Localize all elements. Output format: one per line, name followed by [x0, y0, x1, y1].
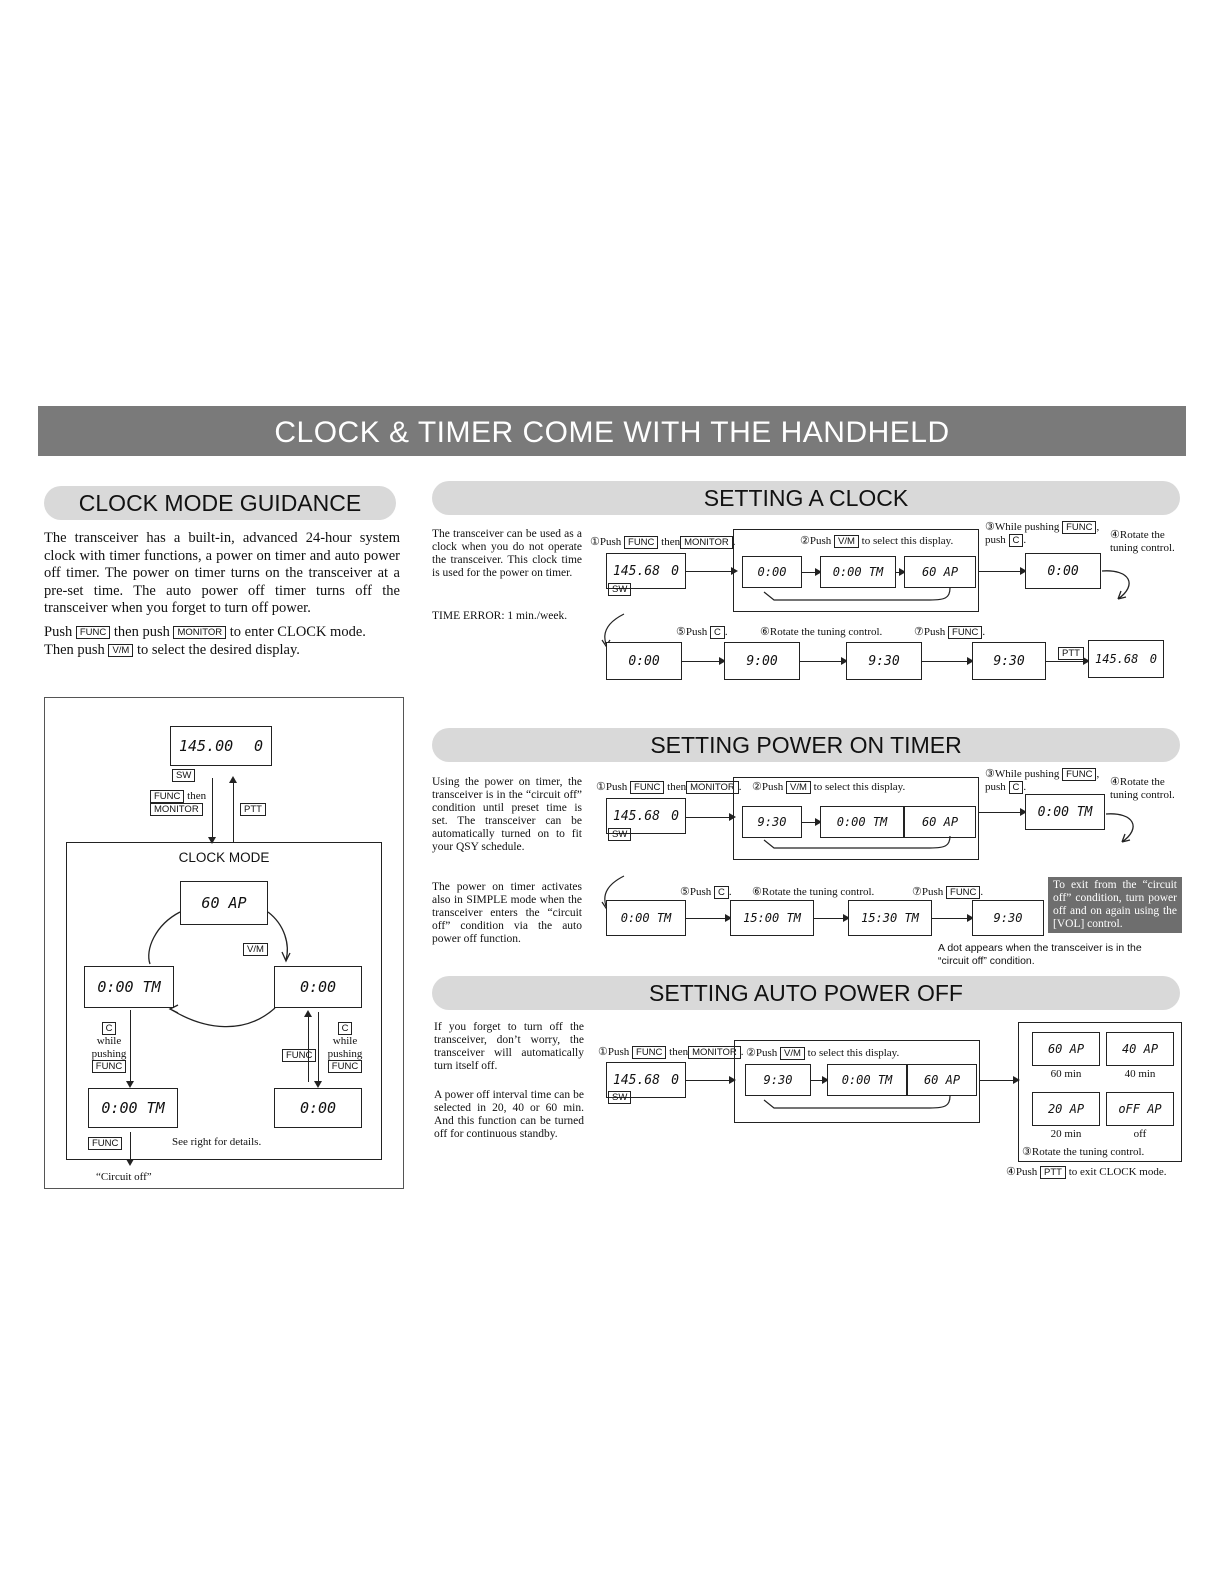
option-20-display[interactable]: 20 AP [1032, 1092, 1100, 1126]
poweron-blink-display: 0:00 TM [1025, 794, 1105, 830]
rotate-arrow [1100, 555, 1140, 605]
option-60-label: 60 min [1050, 1068, 1082, 1080]
blink-tm-display: 0:00 TM [88, 1088, 178, 1128]
ptt-key: PTT [1040, 1166, 1066, 1179]
step-text: ⑤Push [680, 886, 712, 899]
c-key: C [1009, 534, 1024, 547]
clock-mode-label: CLOCK MODE [178, 850, 270, 865]
c-key: C [102, 1022, 117, 1035]
guidance-heading: CLOCK MODE GUIDANCE [44, 486, 396, 520]
clock-step3: ③While pushing FUNC , push C . [985, 521, 1100, 547]
instr-text: Push [44, 624, 73, 640]
diagram-freq-display [170, 726, 272, 766]
blink-clock-display: 0:00 [274, 1088, 362, 1128]
poweron-desc2: The power on timer activates also in SIMPLE mode when the transceiver enters the “circuit off” condition via the auto power off function. [432, 881, 582, 945]
while-pushing-right [322, 1022, 368, 1073]
clock-display-tm: 0:00 TM [820, 556, 896, 588]
step-text: push [985, 781, 1006, 794]
clock-heading: SETTING A CLOCK [432, 481, 1180, 515]
arrow-right [896, 572, 904, 573]
clock-display: 0:00 [274, 966, 362, 1008]
option-40-label: 40 min [1124, 1068, 1156, 1080]
exit-circuit-off-note: To exit from the “circuit off” condition, turn power off and on again using the [VOL] control. [1048, 877, 1182, 933]
func-key: FUNC [92, 1060, 126, 1073]
freq-value: 145.00 [179, 737, 234, 755]
clock-step6: ⑥Rotate the tuning control. [760, 626, 883, 638]
then-label: then [669, 1046, 689, 1059]
channel-value: 0 [671, 563, 679, 579]
freq-value: 145.68 [613, 808, 660, 824]
loop-arrow [760, 1094, 960, 1114]
loop-arrow [760, 834, 960, 854]
option-60-display[interactable]: 60 AP [1032, 1032, 1100, 1066]
step-text: push [985, 534, 1006, 547]
arrow-right [979, 571, 1025, 572]
arrow-right [811, 1080, 827, 1081]
clock-display-5: 0:00 [606, 642, 682, 680]
func-key: FUNC [1062, 521, 1096, 534]
func-key: FUNC [328, 1060, 362, 1073]
autooff-display-tm: 0:00 TM [827, 1064, 907, 1096]
arrow-right [800, 661, 846, 662]
func-key: FUNC [630, 781, 664, 794]
step-text: ⑦Push [912, 886, 944, 899]
circuit-off-label: “Circuit off” [96, 1171, 152, 1183]
option-40-display[interactable]: 40 AP [1106, 1032, 1174, 1066]
option-20-label: 20 min [1050, 1128, 1082, 1140]
autooff-heading: SETTING AUTO POWER OFF [432, 976, 1180, 1010]
poweron-step1: ①Push FUNC then MONITOR . [596, 781, 742, 794]
sw-key: SW [608, 828, 631, 841]
arrow-right [980, 1080, 1018, 1081]
channel-value: 0 [1149, 652, 1157, 666]
clock-step1: ①Push FUNC then MONITOR . [590, 536, 736, 549]
while-label: while [96, 1035, 122, 1047]
then-label: then [187, 790, 207, 803]
instr-text: Then push [44, 641, 105, 658]
vm-key: V/M [243, 943, 268, 956]
poweron-step4: ④Rotate the tuning control. [1110, 776, 1175, 801]
pushing-label: pushing [91, 1047, 127, 1060]
c-key: C [710, 626, 725, 639]
channel-value: 0 [671, 808, 679, 824]
loop-arrow [760, 586, 960, 606]
arrow-right [932, 918, 972, 919]
poweron-display-6: 15:00 TM [730, 900, 814, 936]
clock-display-ap: 60 AP [904, 556, 976, 588]
poweron-step2 [752, 781, 905, 794]
tm-display: 0:00 TM [84, 966, 174, 1008]
arrow-up [233, 778, 234, 842]
step-text: ③While pushing [985, 768, 1060, 781]
step-text: ②Push [752, 781, 784, 794]
guidance-intro: The transceiver has a built-in, advanced 24-hour system clock with timer functions, a power on timer and auto power off timer. The power on timer turns on the transceiver at a pre-set time. The auto power off timer turns off the transceiver when you forget to turn off power. [44, 530, 400, 616]
rotate-arrow [1104, 798, 1144, 848]
poweron-display-7: 15:30 TM [848, 900, 932, 936]
dot-note: A dot appears when the transceiver is in the “circuit off” condition. [938, 942, 1142, 967]
c-key: C [338, 1022, 353, 1035]
clock-step7: ⑦Push FUNC . [914, 626, 986, 639]
arrow-right [814, 918, 848, 919]
arrow-right [802, 822, 820, 823]
step-text: to exit CLOCK mode. [1068, 1166, 1167, 1179]
autooff-step3: ③Rotate the tuning control. [1022, 1146, 1145, 1158]
vm-key: V/M [780, 1047, 805, 1060]
c-key: C [714, 886, 729, 899]
func-key: FUNC [1062, 768, 1096, 781]
func-key: FUNC [88, 1137, 122, 1150]
vm-key: V/M [786, 781, 811, 794]
func-key: FUNC [632, 1046, 666, 1059]
sw-key: SW [608, 1091, 631, 1104]
step-text: ⑤Push [676, 626, 708, 639]
arrow-right [686, 817, 734, 818]
arrow-right [979, 812, 1025, 813]
monitor-key: MONITOR [688, 1046, 741, 1059]
arrow-down [130, 1132, 131, 1164]
ptt-key: PTT [1058, 647, 1084, 660]
clock-display-1: 0:00 [742, 556, 802, 588]
sw-key: SW [608, 583, 631, 596]
clock-desc: The transceiver can be used as a clock when you do not operate the transceiver. This clock time is used for the power on timer. [432, 528, 582, 579]
func-key: FUNC [282, 1049, 316, 1062]
pushing-label: pushing [327, 1047, 363, 1060]
step-text: to select this display. [861, 535, 954, 548]
instr-text: to enter CLOCK mode. [229, 624, 366, 640]
func-key: FUNC [150, 790, 184, 803]
clock-display-6: 9:00 [724, 642, 800, 680]
arrow-up [308, 1012, 309, 1082]
ptt-key: PTT [240, 803, 266, 816]
channel-value: 0 [671, 1072, 679, 1088]
while-pushing-left [84, 1022, 134, 1073]
poweron-display-clock: 9:30 [742, 806, 802, 838]
clock-display-7: 9:30 [846, 642, 922, 680]
vm-key: V/M [108, 644, 133, 657]
arrow-down [130, 1010, 131, 1086]
channel-value: 0 [253, 737, 263, 755]
arrow-down [212, 778, 213, 842]
option-off-label: off [1133, 1128, 1147, 1140]
poweron-step6: ⑥Rotate the tuning control. [752, 886, 875, 898]
step-text: to select this display. [813, 781, 906, 794]
option-off-display[interactable]: oFF AP [1106, 1092, 1174, 1126]
arrow-right [686, 1080, 734, 1081]
arrow-right [922, 661, 972, 662]
page-banner-title: CLOCK & TIMER COME WITH THE HANDHELD [38, 406, 1186, 456]
autooff-display-ap: 60 AP [907, 1064, 977, 1096]
step-text: ⑦Push [914, 626, 946, 639]
guidance-instructions [44, 624, 400, 659]
autooff-step4 [1006, 1166, 1167, 1179]
step-text: ③While pushing [985, 521, 1060, 534]
poweron-heading: SETTING POWER ON TIMER [432, 728, 1180, 762]
step-text: ②Push [746, 1047, 778, 1060]
then-label: then [661, 536, 681, 549]
func-key: FUNC [948, 626, 982, 639]
arrow-right [686, 918, 730, 919]
monitor-key: MONITOR [686, 781, 739, 794]
clock-step5: ⑤Push C . [676, 626, 728, 639]
clock-step4: ④Rotate the tuning control. [1110, 529, 1175, 554]
see-right-note: See right for details. [172, 1136, 262, 1148]
monitor-key: MONITOR [173, 626, 226, 639]
poweron-step3: ③While pushing FUNC , push C . [985, 768, 1100, 794]
step-text: ①Push [598, 1046, 630, 1059]
poweron-display-5: 0:00 TM [606, 900, 686, 936]
freq-value: 145.68 [613, 563, 660, 579]
step-text: ①Push [590, 536, 622, 549]
ap-display: 60 AP [180, 881, 268, 925]
poweron-display-ap: 60 AP [904, 806, 976, 838]
arrow-right [1046, 661, 1088, 662]
clock-final-display [1088, 640, 1164, 678]
func-then-monitor [150, 790, 206, 816]
autooff-desc2: A power off interval time can be selected in 20, 40 or 60 min. And this function can be turned off for continuous standby. [434, 1089, 584, 1140]
poweron-desc1: Using the power on timer, the transceiver is in the “circuit off” condition until preset time is set. The transceiver can be automatically turned on to fit your QSY schedule. [432, 776, 582, 853]
instr-text: to select the desired display. [136, 641, 300, 658]
poweron-step5: ⑤Push C . [680, 886, 732, 899]
instr-text: then push [113, 624, 170, 640]
step-text: ①Push [596, 781, 628, 794]
func-key: FUNC [624, 536, 658, 549]
vm-key: V/M [834, 535, 859, 548]
autooff-step1: ①Push FUNC then MONITOR . [598, 1046, 744, 1059]
func-key: FUNC [946, 886, 980, 899]
func-key: FUNC [76, 626, 110, 639]
poweron-display-8: 9:30 [972, 900, 1044, 936]
arrow-down [318, 1012, 319, 1086]
arrow-right [686, 571, 736, 572]
monitor-key: MONITOR [680, 536, 733, 549]
sw-key: SW [172, 769, 195, 782]
clock-display-8: 9:30 [972, 642, 1046, 680]
time-error: TIME ERROR: 1 min./week. [432, 610, 568, 622]
autooff-display-clock: 9:30 [745, 1064, 811, 1096]
cycle-arrows [110, 900, 350, 1030]
arrow-right [802, 572, 820, 573]
freq-value: 145.68 [1095, 652, 1139, 666]
while-label: while [332, 1035, 358, 1047]
clock-step2 [800, 535, 953, 548]
clock-blink-display: 0:00 [1025, 553, 1101, 589]
step-text: ④Push [1006, 1166, 1038, 1179]
poweron-step7: ⑦Push FUNC . [912, 886, 984, 899]
poweron-display-tm: 0:00 TM [820, 806, 904, 838]
then-label: then [667, 781, 687, 794]
autooff-step2 [746, 1047, 899, 1060]
c-key: C [1009, 781, 1024, 794]
step-text: ②Push [800, 535, 832, 548]
autooff-desc1: If you forget to turn off the transceiver, don’t worry, the transceiver will automatically turn itself off. [434, 1021, 584, 1072]
step-text: to select this display. [807, 1047, 900, 1060]
monitor-key: MONITOR [150, 803, 203, 816]
freq-value: 145.68 [613, 1072, 660, 1088]
arrow-right [682, 661, 724, 662]
